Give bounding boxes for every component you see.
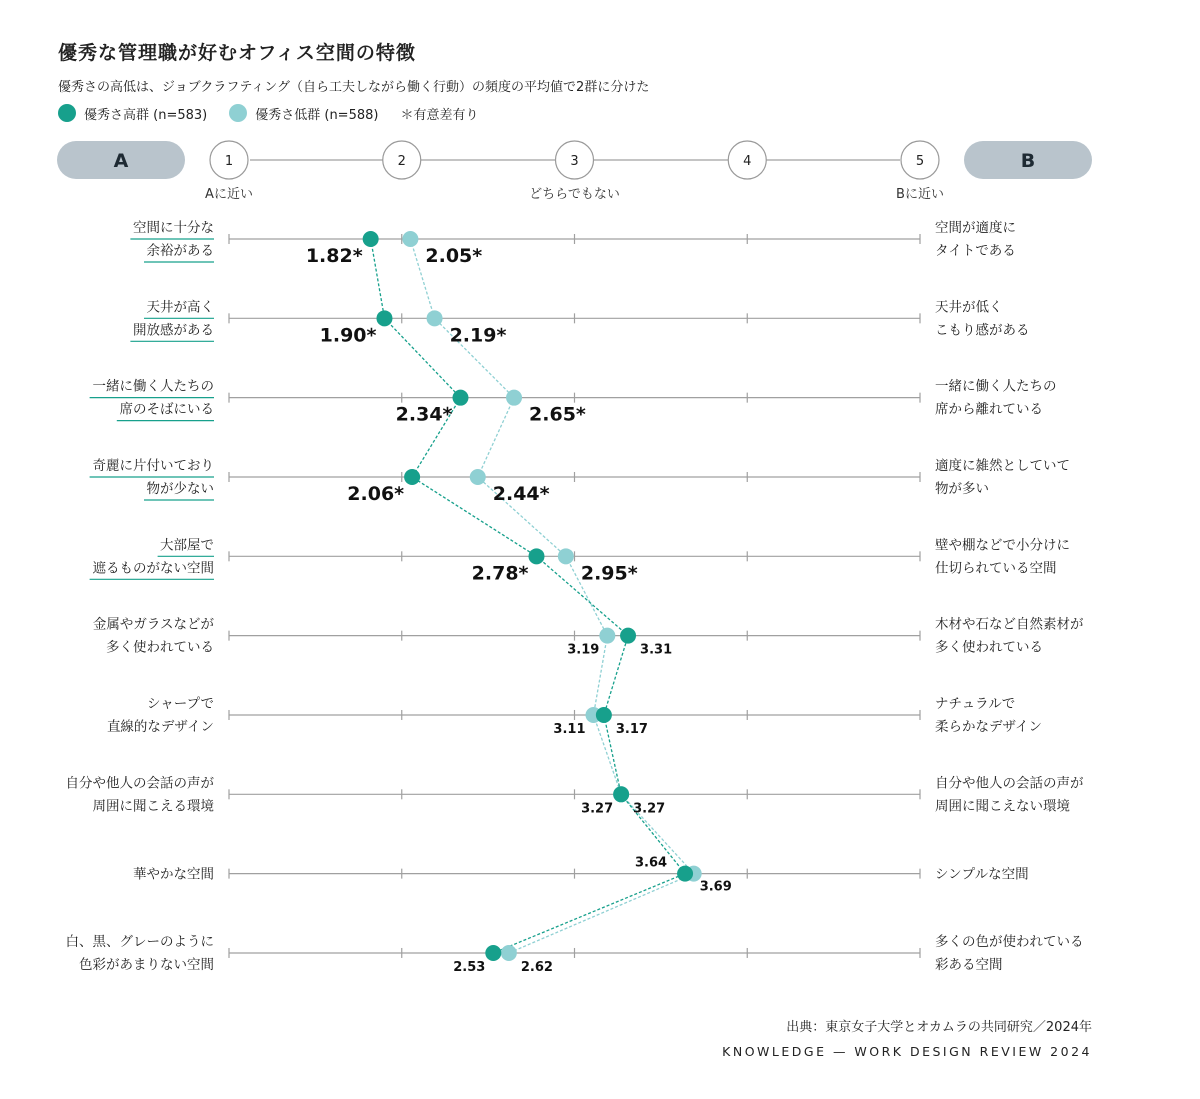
point-high-1 (363, 231, 379, 247)
scale-label-middle: どちらでもない (529, 187, 620, 202)
legend-label-high: 優秀さ高群 (n=583) (84, 107, 208, 123)
label-high-9: 3.64 (634, 855, 668, 871)
row-8-b-label-2: 周囲に聞こえない環境 (935, 798, 1070, 815)
row-2-b-label-1: 天井が低く (935, 299, 1003, 316)
row-8-a-label-1: 自分や他人の会話の声が (65, 775, 214, 792)
point-low-2 (427, 310, 443, 326)
label-high-3: 2.34* (395, 403, 453, 426)
scale-label-left: Aに近い (205, 187, 253, 202)
scale-tick-label-3: 3 (570, 154, 579, 169)
label-high-4: 2.06* (347, 482, 405, 505)
row-10-b-label-1: 多くの色が使われている (935, 933, 1084, 950)
scale-tick-label-4: 4 (743, 154, 752, 169)
label-high-8: 3.27 (581, 801, 614, 817)
label-low-5: 2.95* (580, 562, 638, 585)
label-low-9: 3.69 (699, 879, 732, 895)
source-note: 出典：東京女子大学とオカムラの共同研究／2024年 (786, 1020, 1092, 1035)
row-7-a-label-1: シャープで (147, 695, 214, 712)
point-high-5 (528, 548, 544, 564)
scale-tick-label-5: 5 (915, 154, 925, 169)
label-high-10: 2.53 (453, 959, 486, 975)
row-6-a-label-2: 多く使われている (106, 639, 214, 656)
label-low-7: 3.11 (553, 721, 586, 737)
label-low-8: 3.27 (633, 801, 666, 817)
row-10-b-label-2: 彩ある空間 (935, 956, 1003, 973)
point-low-1 (402, 231, 418, 247)
point-high-9 (677, 866, 693, 882)
row-9-a-label-1: 華やかな空間 (133, 866, 214, 883)
row-2-b-label-2: こもり感がある (935, 322, 1030, 339)
point-high-8 (613, 786, 629, 802)
chart-subtitle: 優秀さの高低は、ジョブクラフティング（自ら工夫しながら働く行動）の頻度の平均値で2群に分けた (58, 80, 650, 95)
scale-label-right: Bに近い (896, 187, 944, 202)
row-4-b-label-1: 適度に雑然としていて (935, 457, 1070, 474)
row-5-a-label-2: 遮るものがない空間 (92, 560, 214, 577)
row-3-a-label-1: 一緒に働く人たちの (92, 378, 214, 395)
point-high-10 (485, 945, 501, 961)
point-high-2 (376, 310, 392, 326)
point-low-6 (599, 628, 615, 644)
row-5-b-label-2: 仕切られている空間 (935, 560, 1057, 577)
row-6-b-label-1: 木材や石など自然素材が (935, 616, 1084, 633)
point-low-5 (558, 548, 574, 564)
label-high-5: 2.78* (471, 562, 529, 585)
significance-note: ＊有意差有り (400, 107, 479, 123)
label-low-4: 2.44* (492, 482, 550, 505)
row-1-a-label-1: 空間に十分な (133, 220, 214, 236)
row-1-b-label-2: タイトである (935, 243, 1016, 259)
label-low-1: 2.05* (425, 245, 483, 267)
label-high-1: 1.82* (305, 245, 363, 267)
scale-tick-label-1: 1 (224, 154, 234, 169)
row-10-a-label-2: 色彩があまりない空間 (79, 956, 214, 973)
scale-tick-label-2: 2 (397, 154, 406, 169)
row-4-b-label-2: 物が多い (935, 480, 989, 497)
point-high-3 (452, 390, 468, 406)
label-high-2: 1.90* (319, 324, 377, 347)
point-high-4 (404, 469, 420, 485)
row-9-b-label-1: シンプルな空間 (935, 866, 1029, 883)
row-3-a-label-2: 席のそばにいる (119, 401, 214, 418)
brand-footer: KNOWLEDGE — WORK DESIGN REVIEW 2024 (722, 1044, 1092, 1059)
label-high-7: 3.17 (615, 721, 648, 737)
label-low-2: 2.19* (449, 324, 507, 347)
row-3-b-label-2: 席から離れている (935, 401, 1043, 418)
label-low-10: 2.62 (520, 959, 553, 975)
chart-title: 優秀な管理職が好むオフィス空間の特徴 (58, 42, 416, 64)
pole-a-label: A (113, 150, 129, 172)
point-low-4 (470, 469, 486, 485)
row-2-a-label-1: 天井が高く (146, 299, 214, 316)
row-4-a-label-1: 奇麗に片付いており (92, 457, 214, 474)
row-7-a-label-2: 直線的なデザイン (106, 718, 214, 735)
point-high-6 (620, 628, 636, 644)
row-5-a-label-1: 大部屋で (160, 537, 214, 554)
row-4-a-label-2: 物が少ない (146, 480, 214, 497)
label-high-6: 3.31 (640, 642, 673, 658)
row-1-b-label-1: 空間が適度に (935, 220, 1016, 236)
row-8-b-label-1: 自分や他人の会話の声が (935, 775, 1084, 792)
row-7-b-label-2: 柔らかなデザイン (935, 718, 1043, 735)
row-2-a-label-2: 開放感がある (133, 322, 214, 339)
label-low-6: 3.19 (567, 642, 600, 658)
row-1-a-label-2: 余裕がある (146, 243, 214, 259)
point-high-7 (596, 707, 612, 723)
row-8-a-label-2: 周囲に聞こえる環境 (92, 798, 214, 815)
series-line-high (371, 239, 685, 953)
pole-b-label: B (1020, 150, 1036, 172)
row-6-b-label-2: 多く使われている (935, 639, 1043, 656)
row-3-b-label-1: 一緒に働く人たちの (935, 378, 1057, 395)
legend-label-low: 優秀さ低群 (n=588) (255, 107, 379, 123)
point-low-10 (501, 945, 517, 961)
row-6-a-label-1: 金属やガラスなどが (92, 616, 214, 633)
row-10-a-label-1: 白、黒、グレーのように (65, 933, 214, 950)
point-low-3 (506, 390, 522, 406)
row-7-b-label-1: ナチュラルで (935, 695, 1016, 712)
row-5-b-label-1: 壁や棚などで小分けに (935, 537, 1070, 554)
label-low-3: 2.65* (529, 403, 586, 426)
